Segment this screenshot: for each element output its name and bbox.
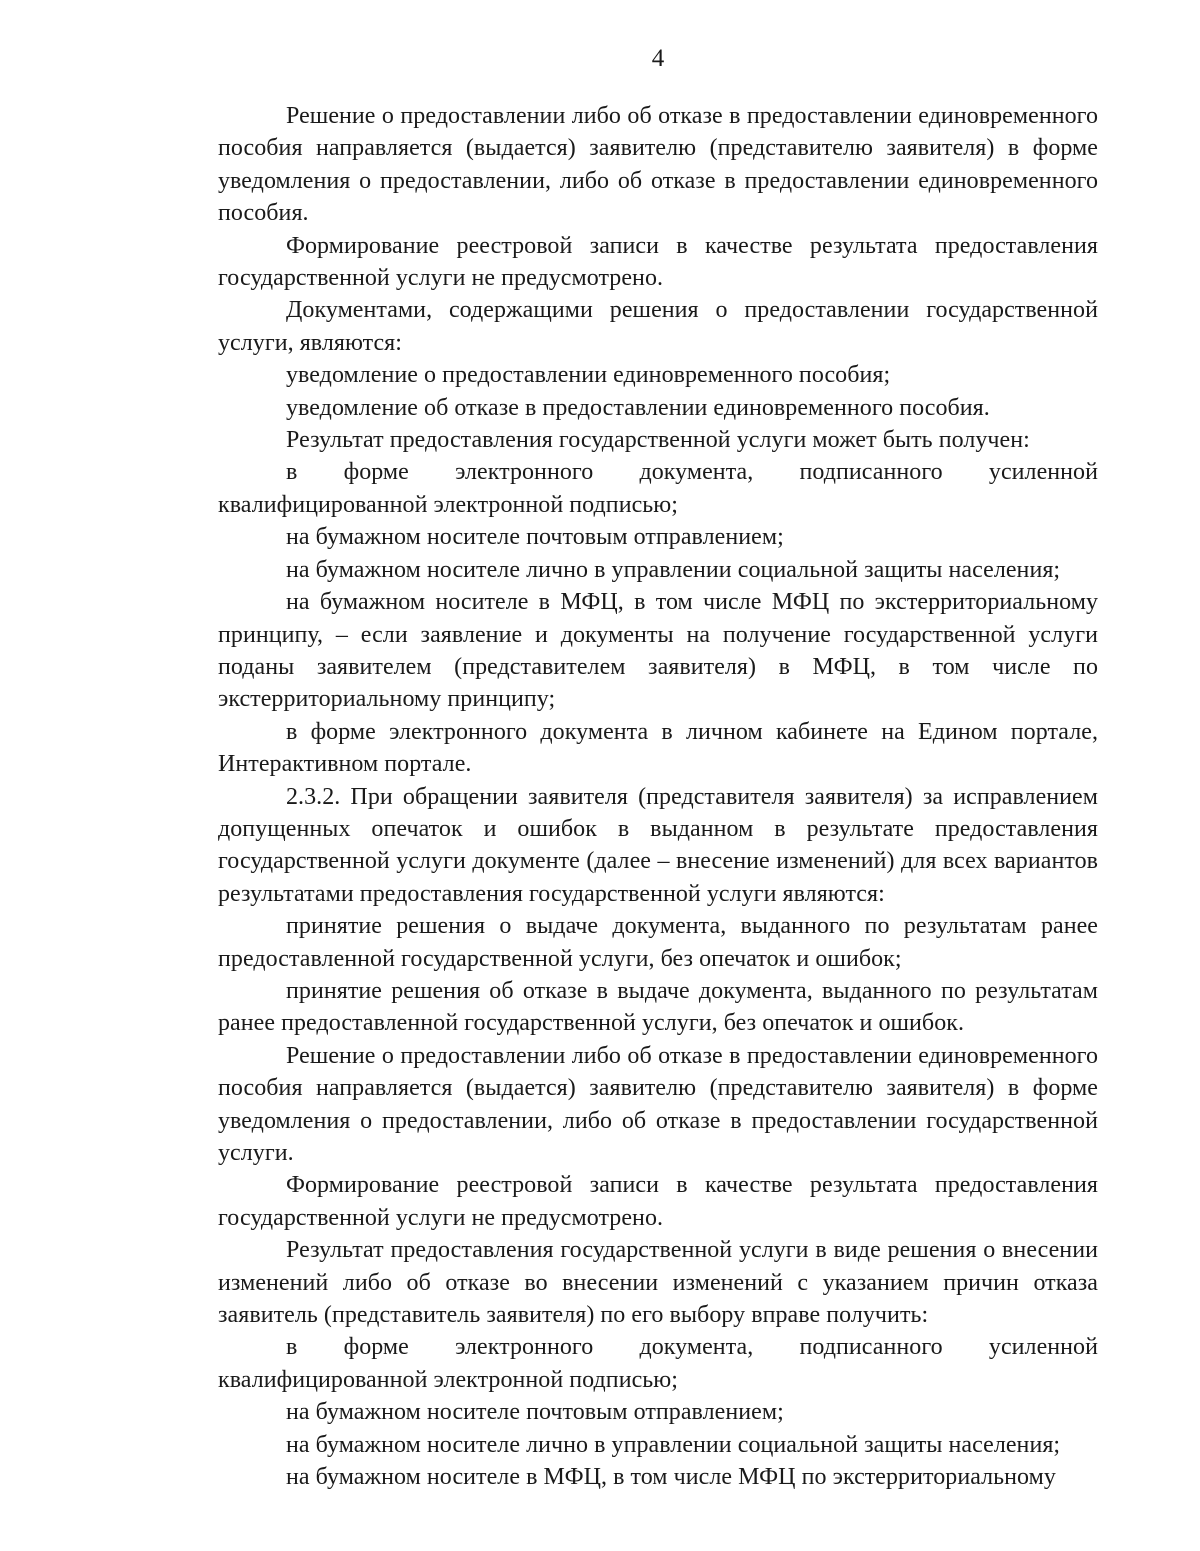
paragraph: Результат предоставления государственной услуги может быть получен: [286, 427, 1030, 454]
paragraph: 2.3.2. При обращении заявителя (представителя заявителя) за исправлением допущенных опечаток и ошибок в выданном в результате предоставления государственной услуги документе (далее – внесение изменений) для всех вариантов результатами предоставления государственной услуги являются: [218, 783, 1098, 907]
paragraph: в форме электронного документа, подписанного усиленной квалифицированной электронной подписью; [218, 1334, 1098, 1393]
paragraph: на бумажном носителе в МФЦ, в том числе МФЦ по экстерриториальному [286, 1464, 1056, 1491]
paragraph: принятие решения о выдаче документа, выданного по результатам ранее предоставленной государственной услуги, без опечаток и ошибок; [218, 913, 1098, 972]
paragraph: Результат предоставления государственной услуги в виде решения о внесении изменений либо об отказе во внесении изменений с указанием причин отказа заявитель (представитель заявителя) по его выбору вправе получить: [218, 1237, 1098, 1329]
paragraph: в форме электронного документа в личном кабинете на Едином портале, Интерактивном портале. [218, 718, 1098, 778]
paragraph: на бумажном носителе в МФЦ, в том числе МФЦ по экстерриториальному принципу, – если заявление и документы на получение государственной услуги поданы заявителем (представителем заявителя) в МФЦ, в том числе по экстерриториальному принципу; [218, 589, 1098, 713]
paragraph: в форме электронного документа, подписанного усиленной квалифицированной электронной подписью; [218, 459, 1098, 518]
paragraph: уведомление о предоставлении единовременного пособия; [286, 362, 891, 389]
paragraph: уведомление об отказе в предоставлении единовременного пособия. [286, 394, 990, 421]
paragraph: принятие решения об отказе в выдаче документа, выданного по результатам ранее предоставленной государственной услуги, без опечаток и ошибок. [218, 977, 1098, 1037]
paragraph: Документами, содержащими решения о предоставлении государственной услуги, являются: [218, 297, 1098, 356]
paragraph: на бумажном носителе лично в управлении социальной защиты населения; [286, 1431, 1061, 1458]
paragraph: Формирование реестровой записи в качестве результата предоставления государственной услуги не предусмотрено. [218, 1172, 1098, 1231]
paragraph: на бумажном носителе почтовым отправлением; [286, 524, 784, 551]
paragraph: Решение о предоставлении либо об отказе в предоставлении единовременного пособия направляется (выдается) заявителю (представителю заявителя) в форме уведомления о предоставлении, либо об отказе в предоставлении государственной услуги. [218, 1042, 1098, 1166]
paragraph: Решение о предоставлении либо об отказе в предоставлении единовременного пособия направляется (выдается) заявителю (представителю заявителя) в форме уведомления о предоставлении, либо об отказе в предоставлении единовременного пособия. [218, 103, 1098, 227]
document-body [218, 100, 1098, 1493]
page-number: 4 [651, 45, 665, 72]
paragraph: на бумажном носителе лично в управлении социальной защиты населения; [286, 556, 1061, 583]
paragraph: на бумажном носителе почтовым отправлением; [286, 1399, 784, 1426]
paragraph: Формирование реестровой записи в качестве результата предоставления государственной услуги не предусмотрено. [218, 232, 1098, 292]
